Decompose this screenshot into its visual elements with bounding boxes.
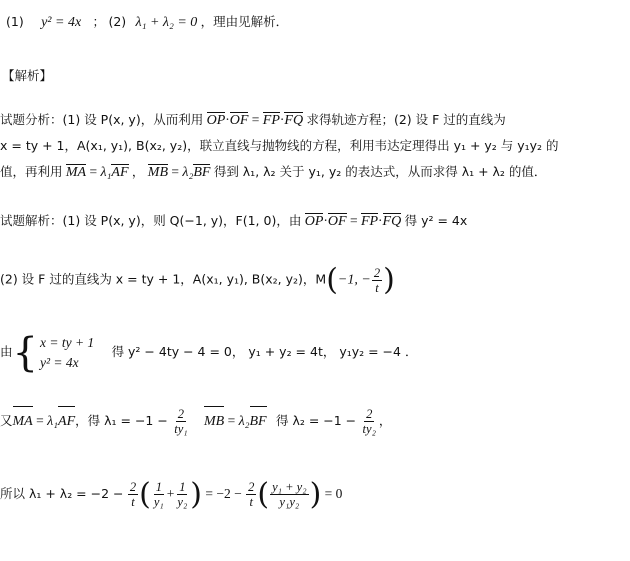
solution-text-4c: 得 λ₂ = −1 − (275, 413, 357, 428)
lambda2-symbol: λ₂ (182, 165, 194, 180)
solution-text-4a: 又 (0, 413, 13, 428)
solution-text-4b: ，得 λ₁ = −1 − (75, 413, 168, 428)
solution-line-4 (0, 404, 391, 439)
frac-den: t (375, 281, 379, 295)
fraction-2-over-t (372, 266, 382, 295)
fraction-2-over-ty1 (172, 407, 189, 436)
solution-line-2 (0, 262, 395, 298)
vector-fq: FQ (383, 212, 402, 232)
frac-den: y₁y₂ (279, 495, 300, 510)
fraction-2-over-t (246, 480, 256, 509)
answer-sep: ； (92, 14, 106, 29)
frac-num: 1 (179, 480, 186, 495)
solution-line-3 (0, 329, 417, 375)
solution-text-5a: 所以 λ₁ + λ₂ = −2 − (0, 486, 124, 501)
answer-part1-eq: y² = 4x (41, 15, 82, 30)
solution-text-5b: = −2 − (205, 486, 242, 501)
vector-mb: MB (148, 163, 168, 183)
solution-from: 由 (0, 344, 13, 359)
analysis-label: 试题分析： (0, 112, 63, 127)
analysis-line-3 (0, 162, 546, 183)
fraction-2-over-ty2 (361, 407, 378, 436)
frac-num: y₁ + y₂ (272, 480, 307, 495)
frac-num: 2 (129, 480, 137, 495)
paren-open: ( (139, 476, 151, 512)
frac-num: 2 (373, 266, 381, 280)
vector-ma: MA (66, 163, 86, 183)
equals-symbol: = (171, 164, 180, 179)
fraction-2-over-t (128, 480, 138, 509)
vector-of: OF (230, 111, 249, 131)
vector-fp: FP (263, 111, 280, 131)
system-brace: { (12, 329, 38, 376)
vector-af: AF (58, 405, 75, 439)
dot-symbol: · (323, 213, 328, 228)
dot-symbol: · (378, 213, 383, 228)
vector-mb: MB (204, 405, 224, 439)
frac-den: y₂ (177, 495, 188, 510)
lambda1-symbol: λ₁ (47, 414, 59, 429)
answer-part2-eq: λ₁ + λ₂ = 0 (135, 15, 198, 30)
frac-den: ty₂ (362, 422, 376, 437)
solution-text-3: 得 y² − 4ty − 4 = 0， y₁ + y₂ = 4t， y₁y₂ = −4 ． (111, 344, 418, 359)
system-eq-2: y² = 4x (39, 354, 79, 370)
point-m-coords: −1, − (337, 272, 371, 288)
equals-symbol: = (227, 413, 236, 428)
answer-line (6, 12, 288, 33)
solution-line-5: 所以 λ₁ + λ₂ = −2 − $\frac{2}{t}$ ( $\frac{1}{\text{y₁}}$ + $\frac{1}{\text{y₂}}$ ) = −2 − $\frac{2}{t}$ ( $\frac{\text{y₁ + y₂}}{\text{y₁y₂}}$ ) = 0 (0, 476, 343, 512)
vector-bf: BF (193, 163, 210, 183)
analysis-text-3a: 值，再利用 (0, 164, 63, 179)
vector-fq: FQ (284, 111, 303, 131)
solution-text-5-end: = 0 (324, 486, 343, 501)
paren-open: ( (326, 262, 338, 298)
equals-symbol: = (251, 112, 260, 127)
vector-op: OP (305, 212, 324, 232)
analysis-text-1a: (1) 设 P(x, y)，从而利用 (62, 112, 204, 127)
lambda1-symbol: λ₁ (100, 165, 112, 180)
vector-bf: BF (250, 405, 267, 439)
frac-den: t (249, 495, 253, 510)
analysis-line-1 (0, 110, 506, 131)
dot-symbol: · (279, 112, 285, 127)
equation-system (40, 333, 94, 373)
lambda2-symbol: λ₂ (238, 414, 250, 429)
analysis-line-2: x = ty + 1，A(x₁, y₁), B(x₂, y₂)，联立直线与抛物线的方程，利用韦达定理得出 y₁ + y₂ 与 y₁y₂ 的 (0, 138, 559, 153)
vector-of: OF (328, 212, 347, 232)
frac-num: 2 (248, 480, 255, 495)
solution-label: 试题解析： (0, 213, 63, 228)
paren-open: ( (257, 476, 270, 512)
comma-symbol: ， (378, 413, 392, 428)
paren-close: ) (309, 476, 322, 512)
analysis-heading: 【解析】 (2, 68, 53, 83)
frac-den: t (131, 495, 135, 510)
frac-num: 2 (366, 407, 373, 422)
answer-part2-label: (2) (108, 14, 127, 29)
paren-close: ) (190, 476, 203, 512)
vector-op: OP (207, 111, 226, 131)
vector-af: AF (111, 163, 128, 183)
equals-symbol: = (36, 413, 44, 428)
answer-part2-reason: ，理由见解析． (200, 14, 289, 29)
dot-symbol: · (225, 112, 230, 127)
solution-text-2: (2) 设 F 过的直线为 x = ty + 1，A(x₁, y₁), B(x₂, y₂)，M (0, 271, 327, 287)
paren-close: ) (383, 262, 395, 298)
system-eq-1: x = ty + 1 (39, 334, 95, 350)
analysis-text-3b: 得到 λ₁, λ₂ 关于 y₁, y₂ 的表达式，从而求得 λ₁ + λ₂ 的值． (213, 164, 547, 179)
analysis-text-1b: 求得轨迹方程；(2) 设 F 过的直线为 (306, 112, 506, 127)
equals-symbol: = (349, 213, 358, 228)
vector-fp: FP (361, 212, 378, 232)
solution-line-1 (0, 211, 467, 232)
answer-part1-label: (1) (6, 14, 24, 29)
solution-text-1b: 得 y² = 4x (404, 213, 468, 228)
solution-text-1: (1) 设 P(x, y)，则 Q(−1, y)，F(1, 0)，由 (62, 213, 302, 228)
frac-num: 2 (177, 407, 185, 422)
vector-ma: MA (13, 405, 33, 439)
comma-symbol: ， (131, 164, 145, 179)
equals-symbol: = (89, 164, 98, 179)
fraction-1-over-y2 (175, 480, 189, 509)
fraction-1-over-y1 (152, 480, 166, 509)
frac-num: 1 (155, 480, 162, 495)
frac-den: ty₁ (174, 422, 188, 437)
fraction-sum-over-product (270, 480, 308, 509)
frac-den: y₁ (153, 495, 164, 510)
